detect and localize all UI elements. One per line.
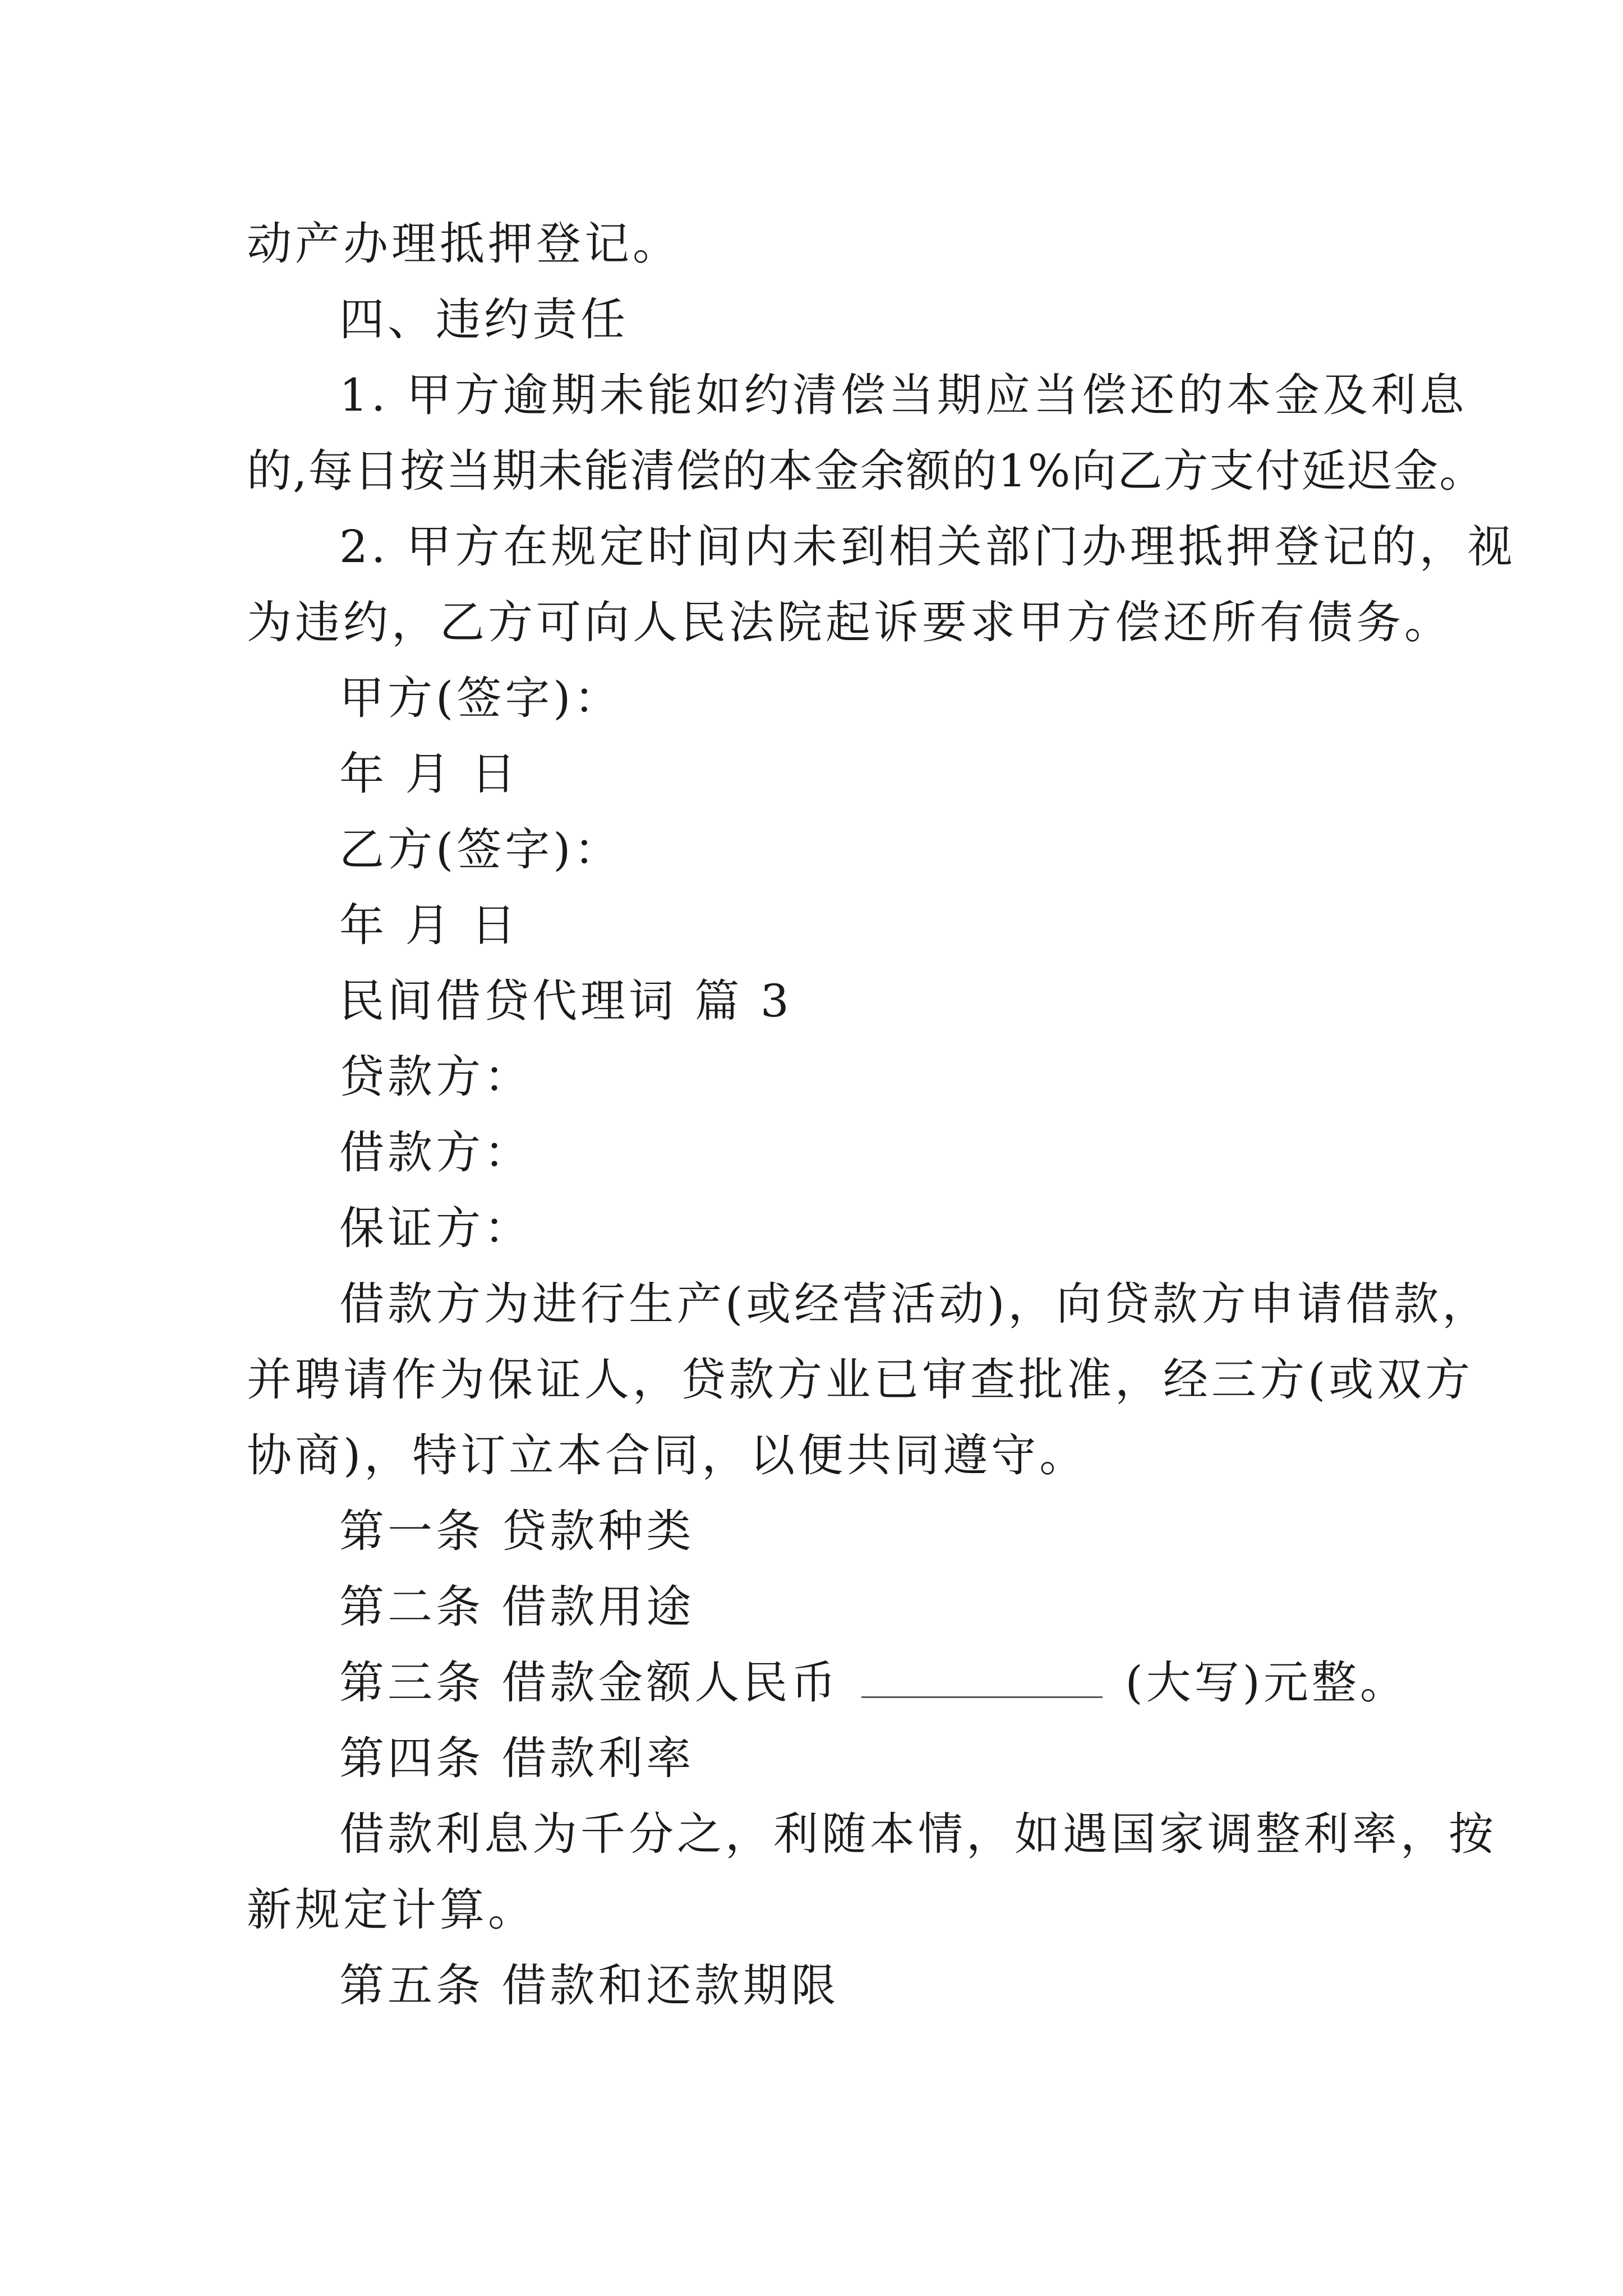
section-title: 民间借贷代理词 篇 3	[339, 975, 792, 1027]
amount-blank	[861, 1662, 1103, 1698]
article-heading: 第五条 借款和还款期限	[339, 1959, 840, 2012]
article-heading-amount	[339, 1655, 1408, 1711]
date-line: 年 月 日	[339, 748, 519, 800]
text-line: 为违约，乙方可向人民法院起诉要求甲方偿还所有债务。	[247, 596, 1453, 648]
text-line: 新规定计算。	[247, 1884, 536, 1936]
guarantor-label: 保证方：	[339, 1202, 532, 1254]
text-line: 协商)，特订立本合同，以便共同遵守。	[247, 1429, 1088, 1481]
date-line: 年 月 日	[339, 899, 519, 951]
text-line: 并聘请作为保证人，贷款方业已审查批准，经三方(或双方	[247, 1354, 1474, 1406]
text-line: 动产办理抵押登记。	[247, 218, 681, 270]
text-line: 借款方为进行生产(或经营活动)，向贷款方申请借款，	[339, 1278, 1491, 1330]
section-heading: 四、违约责任	[339, 293, 629, 346]
text-line: 2. 甲方在规定时间内未到相关部门办理抵押登记的，视	[339, 521, 1516, 573]
signature-line-party-a: 甲方(签字)：	[339, 672, 623, 724]
lender-label: 贷款方：	[339, 1051, 532, 1103]
article-heading: 第一条 贷款种类	[339, 1505, 695, 1557]
text-line: 借款利息为千分之，利随本情，如遇国家调整利率，按	[339, 1808, 1497, 1860]
signature-line-party-b: 乙方(签字)：	[339, 823, 623, 876]
text-line: 1. 甲方逾期未能如约清偿当期应当偿还的本金及利息	[339, 369, 1468, 421]
borrower-label: 借款方：	[339, 1126, 532, 1179]
amount-label: 第三条 借款金额人民币	[339, 1657, 840, 1709]
article-heading: 第二条 借款用途	[339, 1581, 695, 1633]
text-line: 的,每日按当期未能清偿的本金余额的1%向乙方支付延迟金。	[247, 445, 1486, 497]
amount-suffix: (大写)元整。	[1125, 1657, 1408, 1709]
article-heading: 第四条 借款利率	[339, 1732, 695, 1784]
